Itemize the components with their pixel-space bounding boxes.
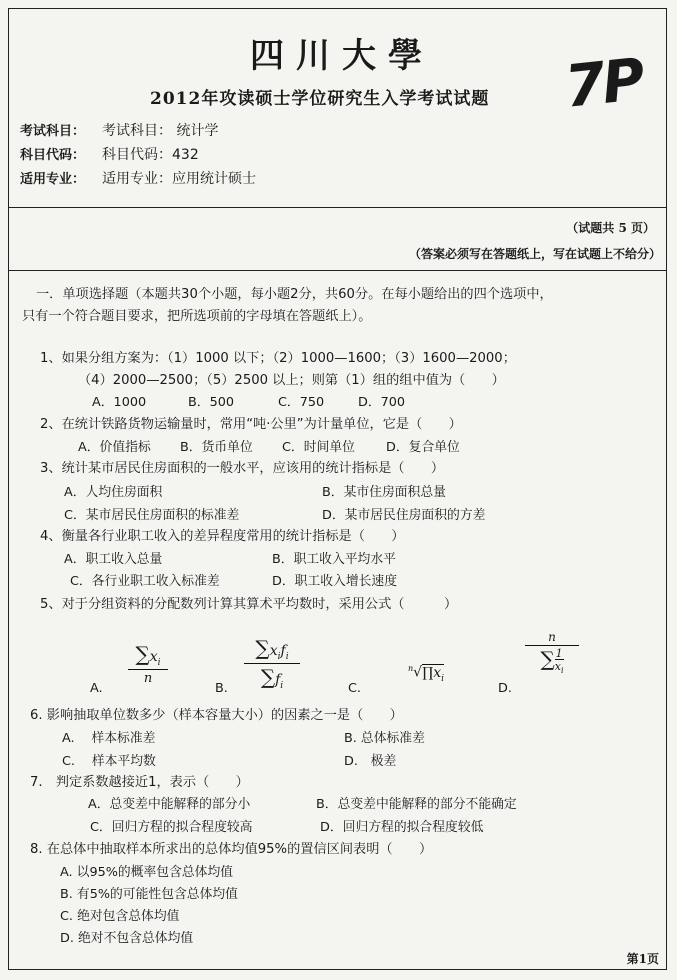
handwritten-mark: 7P	[561, 45, 646, 121]
q3-option-d: D．某市居民住房面积的方差	[322, 508, 486, 523]
question-1-line2: （4）2000—2500；（5）2500 以上；则第（1）组的组中值为（ ）	[78, 373, 505, 388]
q8-option-a: A. 以95%的概率包含总体均值	[60, 865, 234, 880]
subject-value: 考试科目： 统计学	[102, 123, 219, 139]
q3-option-c: C．某市居民住房面积的标准差	[64, 508, 240, 523]
q6-option-a: A. 样本标准差	[62, 731, 156, 746]
q7-option-c: C．回归方程的拟合程度较高	[90, 820, 253, 835]
header-divider	[8, 207, 667, 208]
q1-option-b: B．500	[188, 395, 235, 410]
question-6: 6. 影响抽取单位数多少（样本容量大小）的因素之一是（ ）	[30, 708, 403, 723]
question-4: 4、衡量各行业职工收入的差异程度常用的统计指标是（ ）	[40, 529, 405, 544]
q5-option-b: B.	[215, 681, 228, 696]
q5-option-c: C.	[348, 681, 362, 696]
q6-option-d: D. 极差	[344, 754, 397, 769]
label-subject: 考试科目：	[20, 124, 86, 139]
label-code: 科目代码：	[20, 148, 86, 163]
question-1-line1: 1、如果分组方案为：（1）1000 以下；（2）1000—1600；（3）1600—2000；	[40, 351, 516, 366]
exam-title: 2012年攻读硕士学位研究生入学考试试题	[150, 89, 490, 109]
major-value: 适用专业：应用统计硕士	[102, 171, 256, 187]
q5-option-a: A.	[90, 681, 103, 696]
formula-d: n ∑1 $x_i$	[522, 630, 582, 676]
q2-option-b: B．货币单位	[180, 440, 253, 455]
university-name: 四川大學	[250, 36, 434, 76]
question-3: 3、统计某市居民住房面积的一般水平，应该用的统计指标是（ ）	[40, 461, 445, 476]
label-major: 适用专业：	[20, 172, 86, 187]
q1-option-c: C．750	[278, 395, 325, 410]
q7-option-d: D．回归方程的拟合程度较低	[320, 820, 484, 835]
question-5: 5、对于分组资料的分配数列计算其算术平均数时，采用公式（ ）	[40, 597, 458, 612]
q8-option-b: B. 有5%的可能性包含总体均值	[60, 887, 238, 902]
formula-c: $^n√\prod x_i$	[408, 664, 445, 684]
formula-a: $\sum x_i$ n	[128, 642, 168, 686]
q4-option-a: A．职工收入总量	[64, 552, 163, 567]
notes-divider	[8, 270, 667, 271]
q3-option-b: B．某市住房面积总量	[322, 485, 446, 500]
question-2: 2、在统计铁路货物运输量时，常用“吨·公里”为计量单位，它是（ ）	[40, 417, 462, 432]
q6-option-c: C. 样本平均数	[62, 754, 156, 769]
section-title-line1: 一．单项选择题（本题共30个小题，每小题2分，共60分。在每小题给出的四个选项中，	[36, 287, 553, 302]
section-title-line2: 只有一个符合题目要求，把所选项前的字母填在答题纸上）。	[22, 309, 372, 324]
q2-option-c: C．时间单位	[282, 440, 355, 455]
q4-option-b: B．职工收入平均水平	[272, 552, 396, 567]
q8-option-d: D. 绝对不包含总体均值	[60, 931, 194, 946]
q7-option-a: A．总变差中能解释的部分小	[88, 797, 251, 812]
q3-option-a: A．人均住房面积	[64, 485, 163, 500]
q1-option-d: D．700	[358, 395, 406, 410]
answer-note: （答案必须写在答题纸上，写在试题上不给分）	[408, 247, 661, 261]
q2-option-a: A．价值指标	[78, 440, 151, 455]
q8-option-c: C. 绝对包含总体均值	[60, 909, 180, 924]
q2-option-d: D．复合单位	[386, 440, 460, 455]
question-8: 8. 在总体中抽取样本所求出的总体均值95%的置信区间表明（ ）	[30, 842, 433, 857]
question-7: 7. 判定系数越接近1，表示（ ）	[30, 775, 249, 790]
q6-option-b: B. 总体标准差	[344, 731, 425, 746]
code-value: 科目代码：432	[102, 147, 199, 163]
q7-option-b: B．总变差中能解释的部分不能确定	[316, 797, 517, 812]
pages-note: （试题共 5 页）	[566, 221, 655, 235]
formula-b: $\sum x_if_i$ $\sum f_i$	[244, 636, 300, 691]
q4-option-d: D．职工收入增长速度	[272, 574, 398, 589]
q4-option-c: C．各行业职工收入标准差	[70, 574, 220, 589]
page-number: 第1页	[626, 951, 659, 966]
q5-option-d: D.	[498, 681, 512, 696]
q1-option-a: A．1000	[92, 395, 147, 410]
